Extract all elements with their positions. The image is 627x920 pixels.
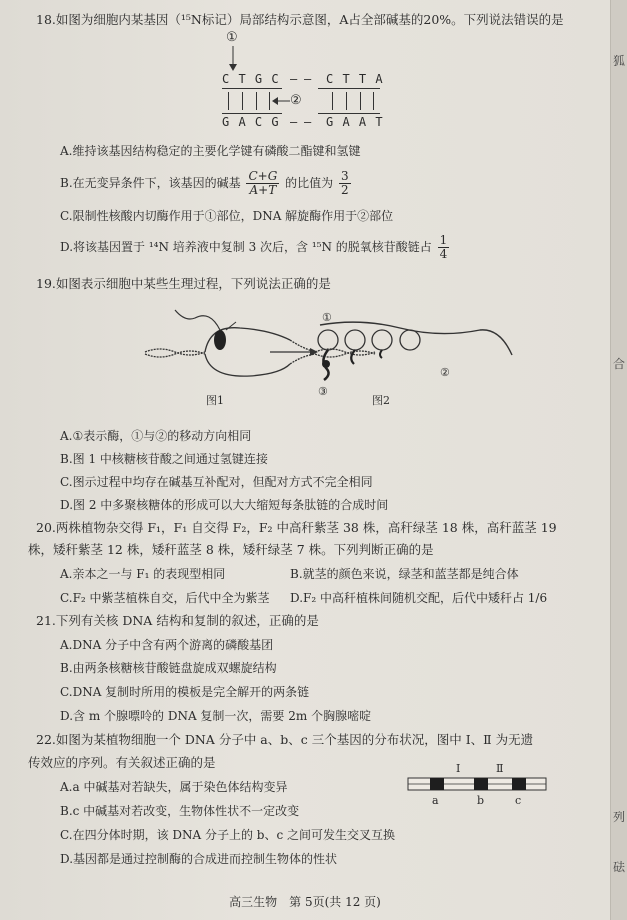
q20-option-d: D.F₂ 中高秆植株间随机交配，后代中矮秆占 1/6 [290,591,548,605]
q21-option-d: D.含 m 个腺嘌呤的 DNA 复制一次，需要 2m 个胸腺嘧啶 [60,709,372,723]
q18-fraction-3-2: $\frac{3}{2}$ [340,169,349,197]
q19-marker-3: ③ [318,385,328,398]
q21-stem: 21.下列有关核 DNA 结构和复制的叙述，正确的是 [36,613,319,628]
q19-option-c: C.图示过程中均存在碱基互补配对，但配对方式不完全相同 [60,475,373,489]
q19-ribosome-icon [345,330,365,350]
q22-dna-bar [408,776,548,796]
q18-bottom-left: G A C G [222,115,280,129]
adjacent-page-edge [610,0,627,920]
q20-stem-line1: 20.两株植物杂交得 F₁，F₁ 自交得 F₂，F₂ 中高秆紫茎 38 株，高秆绿茎 18 株，高秆蓝茎 19 [36,520,557,535]
q19-marker-2: ② [440,366,450,379]
q18-arrow-down-icon [228,46,238,72]
q22-option-d: D.基因都是通过控制酶的合成进而控制生物体的性状 [60,852,338,866]
q18-option-a: A.维持该基因结构稳定的主要化学键有磷酸二酯键和氢键 [60,144,361,158]
q18-marker-1: ① [226,30,238,45]
q18-fraction-cg-at: $\frac{C+G}{A+T}$ [248,169,278,197]
q18-arrow-left-icon [272,96,292,106]
q19-option-a: A.①表示酶，①与②的移动方向相同 [60,429,252,443]
q19-option-d: D.图 2 中多聚核糖体的形成可以大大缩短每条肽链的合成时间 [60,498,389,512]
q22-option-c: C.在四分体时期，该 DNA 分子上的 b、c 之间可发生交叉互换 [60,828,396,842]
q19-marker-1: ① [322,311,332,324]
q19-enzyme-icon [214,330,226,350]
q18-top-right: C T T A [326,72,384,86]
q22-option-b: B.c 中碱基对若改变，生物体性状不一定改变 [60,804,300,818]
q22-option-a: A.a 中碱基对若缺失，属于染色体结构变异 [60,780,288,794]
q18-option-c: C.限制性核酸内切酶作用于①部位，DNA 解旋酶作用于②部位 [60,209,394,223]
edge-char: 砝 [613,860,626,874]
q18-marker-2: ② [290,93,302,108]
q20-option-b: B.就茎的颜色来说，绿茎和蓝茎都是纯合体 [290,567,519,581]
q20-stem-line2: 株，矮秆紫茎 12 株，矮秆蓝茎 8 株，矮秆绿茎 7 株。下列判断正确的是 [28,542,434,557]
edge-char: 列 [613,810,626,824]
q19-ribosome-icon [318,330,338,350]
edge-char: 合 [613,357,626,371]
page-footer: 高三生物 第 5页(共 12 页) [229,895,381,909]
q18-top-backbone [222,88,282,89]
q19-ribosome-icon [372,330,392,350]
q22-stem-line2: 传效应的序列。有关叙述正确的是 [28,755,216,770]
q22-label-II: Ⅱ [496,762,504,775]
q18-top-backbone-right [318,88,380,89]
q18-bottom-right: G A A T [326,115,384,129]
q19-fig2-label: 图2 [372,394,390,407]
q22-stem-line1: 22.如图为某植物细胞一个 DNA 分子中 a、b、c 三个基因的分布状况，图中 Ⅰ、Ⅱ 为无遗 [36,732,534,747]
q18-option-d: D.将该基因置于 ¹⁴N 培养液中复制 3 次后，含 ¹⁵N 的脱氧核苷酸链占 $\frac{1}{4}$ [60,233,448,261]
q18-option-b: B.在无变异条件下，该基因的碱基 $\frac{C+G}{A+T}$ 的比值为 $\frac{3}{2}$ [60,169,349,197]
q20-option-c: C.F₂ 中紫茎植株自交，后代中全为紫茎 [60,591,270,605]
q19-fig1-label: 图1 [206,394,224,407]
q19-option-b: B.图 1 中核糖核苷酸之间通过氢键连接 [60,452,268,466]
q22-label-c: c [515,794,522,807]
q22-label-a: a [432,794,439,807]
q21-option-a: A.DNA 分子中含有两个游离的磷酸基团 [60,638,274,652]
q18-stem: 18.如图为细胞内某基因（¹⁵N标记）局部结构示意图，A占全部碱基的20%。下列说法错误的是 [36,12,564,27]
q18-bottom-backbone [222,113,282,114]
q22-label-I: Ⅰ [456,762,461,775]
q19-ribosome-icon [400,330,420,350]
q21-option-b: B.由两条核糖核苷酸链盘旋成双螺旋结构 [60,661,277,675]
q20-option-a: A.亲本之一与 F₁ 的表现型相同 [60,567,226,581]
q18-top-left: C T G C [222,72,280,86]
q19-stem: 19.如图表示细胞中某些生理过程，下列说法正确的是 [36,276,331,291]
q22-label-b: b [477,794,485,807]
q18-bottom-backbone-right [318,113,380,114]
q18-fraction-1-4: $\frac{1}{4}$ [439,233,448,261]
q21-option-c: C.DNA 复制时所用的模板是完全解开的两条链 [60,685,310,699]
edge-char: 狐 [613,54,626,68]
